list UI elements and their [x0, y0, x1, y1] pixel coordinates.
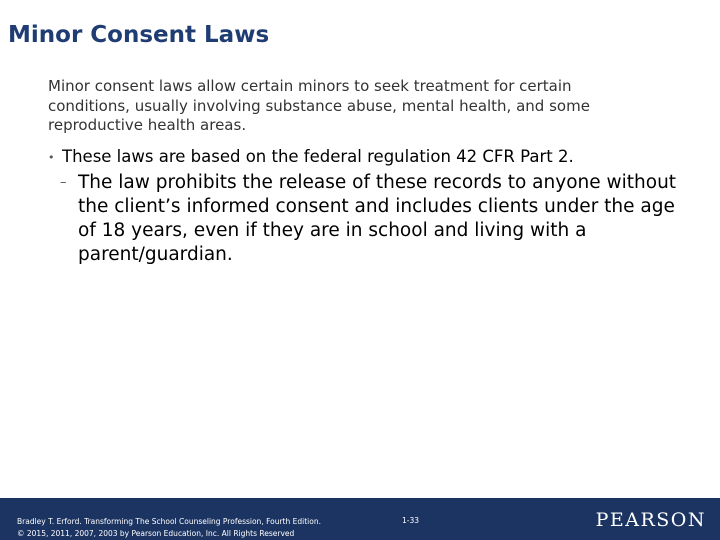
- bullet-marker: •: [48, 151, 55, 164]
- page-number: 1-33: [402, 516, 420, 525]
- footer-credit-line2: © 2015, 2011, 2007, 2003 by Pearson Education, Inc. All Rights Reserved: [17, 529, 295, 538]
- sub-bullet-text: The law prohibits the release of these records to anyone without the client’s informed consent and includes clients under the age of 18 years, even if they are in school and living with a parent/guardian.: [78, 172, 677, 265]
- slide-title: Minor Consent Laws: [8, 22, 270, 48]
- sub-bullet-marker: –: [60, 175, 67, 190]
- bullet-item: [48, 146, 688, 168]
- bullet-text: These laws are based on the federal regulation 42 CFR Part 2.: [62, 147, 574, 166]
- footer-bar: [0, 498, 720, 540]
- footer-credit-line1: Bradley T. Erford. Transforming The School Counseling Profession, Fourth Edition.: [17, 517, 321, 526]
- intro-paragraph: Minor consent laws allow certain minors to seek treatment for certain conditions, usually involving substance abuse, mental health, and some reproductive health areas.: [48, 77, 590, 134]
- footer-credit: [17, 516, 321, 540]
- sub-bullet-item: [60, 171, 680, 267]
- pearson-logo: PEARSON: [595, 509, 706, 531]
